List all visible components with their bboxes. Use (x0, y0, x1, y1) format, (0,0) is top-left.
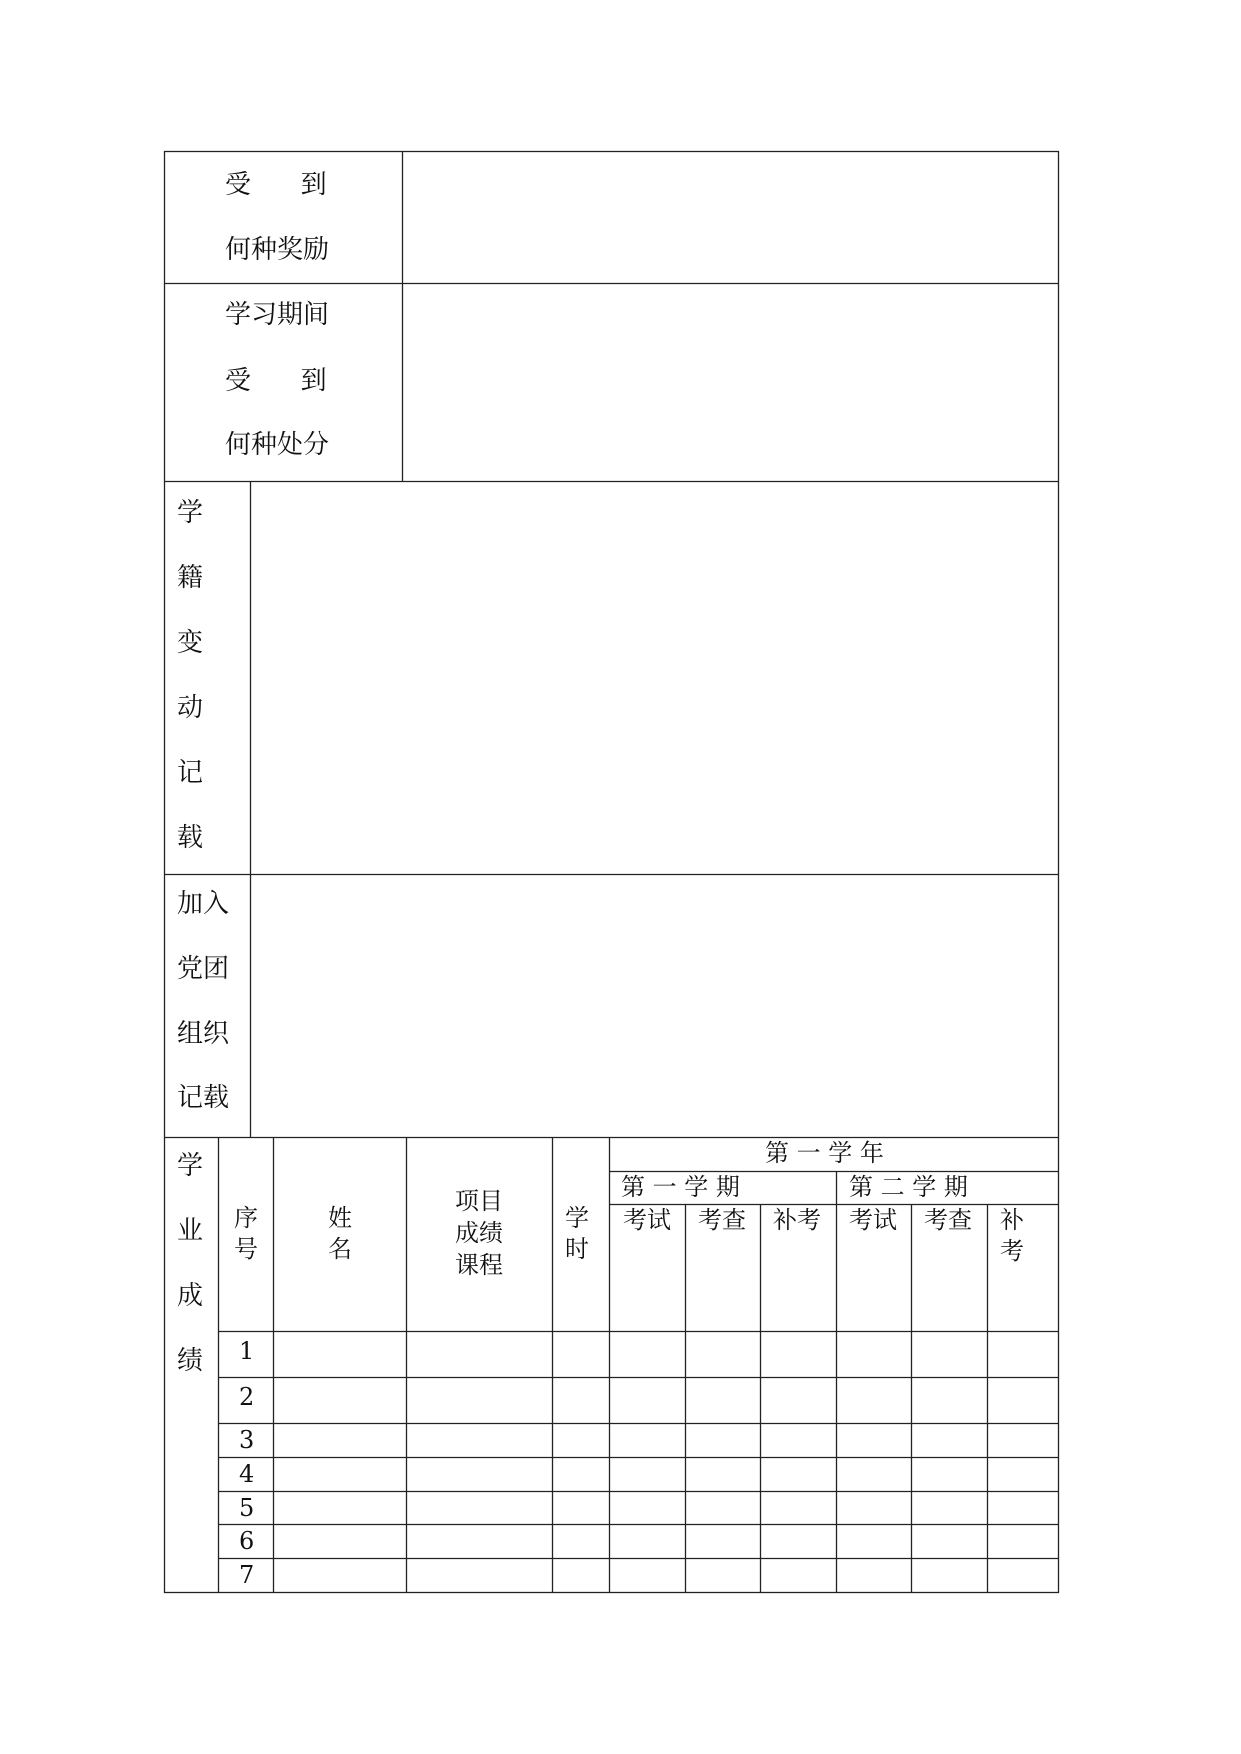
awards-label-cell (165, 152, 402, 283)
status-change-char-5: 记 (177, 758, 204, 788)
party-label-line1: 加入 (177, 889, 230, 919)
row-number-5: 5 (239, 1494, 255, 1522)
grade-row-7[interactable] (274, 1559, 1058, 1592)
header-t1-check: 考查 (698, 1206, 746, 1234)
row-number-7: 7 (239, 1561, 255, 1589)
status-change-char-2: 籍 (177, 563, 204, 593)
status-change-char-6: 载 (177, 823, 204, 853)
row-number-2: 2 (239, 1383, 255, 1411)
punishment-label-line1: 学习期间 (225, 300, 330, 330)
header-t2-exam: 考试 (849, 1206, 897, 1234)
header-course-line2: 成绩 (455, 1219, 503, 1247)
row-number-6: 6 (239, 1527, 255, 1555)
row-number-1: 1 (239, 1337, 255, 1365)
punishment-label-line2: 受 到 (225, 366, 327, 396)
header-name-char-1: 姓 (328, 1204, 352, 1232)
punishment-content-field[interactable] (403, 284, 1058, 481)
status-change-label-cell (165, 482, 250, 874)
grades-side-label (165, 1138, 218, 1592)
row-number-3: 3 (239, 1426, 255, 1454)
header-term-2: 第 二 学 期 (849, 1173, 968, 1201)
grade-row-1[interactable] (274, 1332, 1058, 1377)
header-year: 第 一 学 年 (765, 1139, 884, 1167)
party-label-line3: 组织 (177, 1019, 230, 1049)
grade-row-2[interactable] (274, 1378, 1058, 1423)
row-number-4: 4 (239, 1460, 255, 1488)
header-t2-makeup-char-2: 考 (1000, 1237, 1024, 1265)
grades-side-char-3: 成 (177, 1281, 204, 1311)
awards-content-field[interactable] (403, 152, 1058, 283)
party-content-field[interactable] (251, 875, 1058, 1137)
status-change-char-4: 动 (177, 693, 204, 723)
punishment-label-cell (165, 284, 402, 481)
status-change-char-3: 变 (177, 628, 204, 658)
header-t2-makeup-char-1: 补 (1000, 1206, 1024, 1234)
header-t1-exam: 考试 (623, 1206, 671, 1234)
header-seq-char-1: 序 (234, 1204, 258, 1232)
awards-label-line2: 何种奖励 (225, 235, 330, 265)
party-label-line2: 党团 (177, 954, 230, 984)
header-course-line1: 项目 (455, 1187, 503, 1215)
header-course-line3: 课程 (455, 1251, 503, 1279)
awards-label-line1: 受 到 (225, 170, 327, 200)
grades-side-char-2: 业 (177, 1216, 204, 1246)
party-label-line4: 记载 (177, 1083, 230, 1113)
grade-row-6[interactable] (274, 1525, 1058, 1558)
grades-side-char-4: 绩 (177, 1346, 204, 1376)
grade-row-3[interactable] (274, 1424, 1058, 1457)
header-term-1: 第 一 学 期 (621, 1173, 740, 1201)
header-hours-char-1: 学 (565, 1204, 589, 1232)
grade-row-4[interactable] (274, 1458, 1058, 1491)
header-t2-check: 考查 (924, 1206, 972, 1234)
grades-side-char-1: 学 (177, 1151, 204, 1181)
status-change-char-1: 学 (177, 498, 204, 528)
header-hours-char-2: 时 (565, 1235, 589, 1263)
punishment-label-line3: 何种处分 (225, 430, 330, 460)
header-t1-makeup: 补考 (773, 1206, 821, 1234)
status-change-content-field[interactable] (251, 482, 1058, 874)
grade-row-5[interactable] (274, 1492, 1058, 1524)
party-label-cell (165, 875, 250, 1137)
header-name-char-2: 名 (328, 1235, 352, 1263)
header-seq-char-2: 号 (234, 1235, 258, 1263)
